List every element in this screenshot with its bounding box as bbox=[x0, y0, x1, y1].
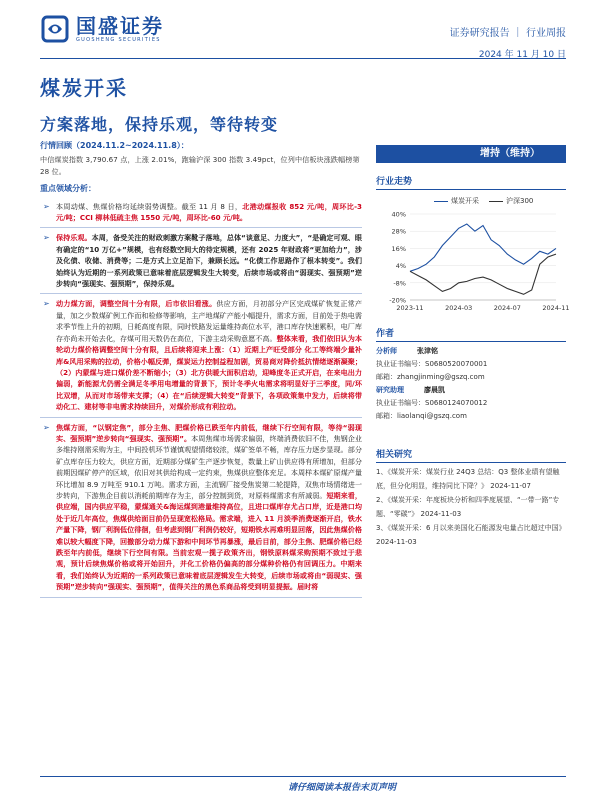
market-review-heading: 行情回顾（2024.11.2~2024.11.8）： bbox=[40, 141, 189, 150]
logo-cn: 国盛证券 bbox=[76, 14, 164, 38]
report-headline: 方案落地，保持乐观，等待转变 bbox=[40, 115, 279, 134]
report-date: 2024 年 11 月 10 日 bbox=[478, 50, 566, 60]
y-tick-label: 28% bbox=[391, 227, 406, 236]
chart-legend bbox=[434, 196, 566, 206]
analyst-section bbox=[376, 326, 566, 423]
analyst-list bbox=[376, 342, 566, 423]
legend-hs300: 沪深300 bbox=[489, 196, 533, 206]
bullet-arrow-icon: ➢ bbox=[43, 299, 50, 309]
rating-badge: 增持（维持） bbox=[376, 145, 566, 163]
key-areas-heading: 重点领域分析： bbox=[40, 184, 96, 194]
x-tick-label: 2023-11 bbox=[396, 304, 424, 312]
key-area-item bbox=[40, 418, 362, 598]
related-section bbox=[376, 447, 566, 550]
y-tick-label: 4% bbox=[395, 262, 406, 271]
trend-chart bbox=[376, 208, 570, 318]
header-divider bbox=[40, 58, 566, 59]
key-area-item bbox=[40, 197, 362, 229]
main-content bbox=[40, 140, 362, 598]
key-area-item bbox=[40, 294, 362, 417]
x-tick-label: 2024-03 bbox=[445, 304, 473, 312]
related-title: 相关研究 bbox=[376, 447, 566, 463]
legend-coal: 煤炭开采 bbox=[434, 196, 479, 206]
key-area-text: 动力煤方面，调整空间十分有限，后市依旧看涨。供应方面，月初部分产区完成煤矿恢复正常产量，加之少数煤矿例工作而和检修等影响，主产地煤矿产能小幅提升，需求方面，目前处于热电需求季节性上升的初期，日耗高度有限，同时铁路发运量维持高位水平，港口库存快速累积，电厂库存亦尚未开始去化，存煤可用天数仍在高位，下游主动采购意愿不高。整体来看，我们依旧认为本轮动力煤价格调整空间十分有限，且后续将迎来上涨：（1）近期上产旺受部分 化工等终端少量补库&风用采购的拉动，价格小幅反弹，煤炭运力控制益程加剧，贸易商对降价抵抗情绪逐渐凝聚；（2）内蒙煤与进口煤价差不断缩小；（3）北方供暖大面积启动，迎峰度冬正式开启，在来电出力偏弱，新能源尤仍需全满足冬季用电增量的背景下，预计冬季火电需求将明显好于三季度，同/环比双增，从而对市场带来支撑；（4）在“后续逻辑大转变”背景下，各项政策集中发力，后续将带动化工、建材等非电需求持续回升，对煤价形成有利拉动。 bbox=[56, 299, 363, 412]
y-tick-label: 16% bbox=[391, 244, 406, 253]
market-review-text: 中信煤炭指数 3,790.67 点，上涨 2.01%，跑输沪深 300 指数 3.49pct，位列中信板块涨跌幅榜第 28 位。 bbox=[40, 155, 360, 176]
key-area-text: 保持乐观。本周，备受关注的财政刺激方案靴子落地，总体“谈意足、力度大”，“是确定可观、眼有确定的“10 万亿+”规模，也有经数空间大的待定规模，还有 2025 年财政将“更加给力”，涉及化债、收储、消费等；二是方式上立足治下，兼顾长远。“化债工作思路作了根本转变”。我们始终认为近期的一系列政策已意味着底层逻辑发生大转变，后续市场或将由“弱现实、强预期”逆步转向“强现实、强预期”，保持乐观。 bbox=[56, 233, 363, 289]
analyst-2-name-row: 研究助理 廖晨凯 bbox=[376, 386, 445, 394]
footer-disclaimer: 请仔细阅读本报告末页声明 bbox=[287, 783, 396, 793]
bullet-arrow-icon: ➢ bbox=[43, 233, 50, 243]
analyst-1-cert: 执业证书编号：S0680520070001 bbox=[376, 360, 488, 368]
logo-en: GUOSHENG SECURITIES bbox=[76, 37, 161, 43]
related-item[interactable]: 3、《煤炭开采：6 月以来美国化石能源发电量占比超过中国》 2024-11-03 bbox=[376, 524, 566, 546]
related-item[interactable]: 1、《煤炭开采：煤炭行业 24Q3 总结：Q3 整体业绩有望触底，但分化明显，维持同比下降？》 2024-11-07 bbox=[376, 468, 560, 490]
key-area-text: 焦煤方面，“以钢定焦”，部分主焦、肥煤价格已跌至年内前低，继续下行空间有限，等待“弱现实、强预期”逆步转向“强现实、强预期”。本周焦煤市场需求偏弱，终端消费依旧不佳，焦钢企业多维持刚需采购为主，中间投机环节谨慎观望情绪较浓，煤矿签单不畅，库存压力逐步显现。部分矿点库存压力较大，供应方面，近期部分煤矿生产逐步恢复，数量上矿山供应得有所增加，但部分前期因煤矿停产的区域，依旧对其供给构成一定约束，焦煤供应整体充足。本周样本煤矿原煤产量环比增加 8.9 万吨至 910.1 万吨。需求方面，主流钢厂接受焦炭第二轮提降，双焦市场情绪进一步转向，下游焦企目前以消耗前期库存为主，部分控制到货，对原料煤需求有所减弱。短期来看，供应端，国内供应平稳，蒙煤通关&海运煤到港量维持高位，且进口煤库存尤占口岸，近是港口均处于近几年高位，焦煤供给面目前仍呈现宽松格局。需求端，进入 11 月淡季消费逐渐开启，铁水产量下降，钢厂利润低位徘徊，但考虑到钢厂利润仍较好，短期铁水再难明显回落，因此焦煤价格难以较大幅度下降，回撤部分动力煤下游和中间环节再暴涨，最后目前，部分主焦、肥煤价格已经跌至年内前低，继续下行空间有限。当前宏观一揽子政策齐出，钢铁原料煤采购预期不致过于悲观，预计后续焦煤价格或将开始回升，并化工价格仍偏高的部分煤种价格仍有回调压力。中期来看，我们始终认为近期的一系列政策已意味着底层逻辑发生大转变，后续市场或将由“弱现实、强预期”逆步转向“强现实、强预期”，值得关注的黑色系商品将受到明显提振。届时将 bbox=[56, 422, 362, 592]
analyst-2-email[interactable]: 邮箱：liaolanqi@gszq.com bbox=[376, 412, 467, 420]
footer-divider bbox=[40, 776, 566, 777]
bullet-arrow-icon: ➢ bbox=[43, 422, 50, 432]
logo-emblem-icon bbox=[40, 14, 70, 44]
report-type: 证券研究报告 ｜ 行业周报 bbox=[449, 28, 566, 39]
related-list bbox=[376, 463, 566, 549]
key-areas-list bbox=[40, 197, 362, 598]
industry-title: 煤炭开采 bbox=[40, 76, 128, 100]
y-tick-label: 40% bbox=[391, 210, 406, 219]
key-area-item bbox=[40, 228, 362, 294]
analyst-1-name-row: 分析师 张津铭 bbox=[376, 347, 438, 355]
y-tick-label: -8% bbox=[393, 279, 406, 288]
trend-title: 行业走势 bbox=[376, 174, 566, 190]
company-logo bbox=[40, 14, 164, 44]
key-area-text: 本周动煤、焦煤价格均延续弱势调整。截至 11 月 8 日，北港动煤报收 852 元/吨，周环比-3 元/吨；CCI 柳林低硫主焦 1550 元/吨，周环比-60 元/吨。 bbox=[56, 201, 362, 223]
x-tick-label: 2024-11 bbox=[542, 304, 570, 312]
related-item[interactable]: 2、《煤炭开采：年度板块分析和四季度展望、“一带一路”专题、“零碳”》 2024-11-03 bbox=[376, 496, 560, 518]
analyst-1-email[interactable]: 邮箱：zhangjinming@gszq.com bbox=[376, 373, 485, 381]
header-meta bbox=[450, 24, 566, 60]
bullet-arrow-icon: ➢ bbox=[43, 201, 50, 211]
analyst-title: 作者 bbox=[376, 326, 566, 342]
trend-section bbox=[376, 174, 570, 322]
analyst-2-cert: 执业证书编号：S0680124070012 bbox=[376, 399, 488, 407]
y-tick-label: -20% bbox=[389, 296, 406, 305]
x-tick-label: 2024-07 bbox=[493, 304, 521, 312]
series-line-hs300 bbox=[410, 254, 556, 294]
